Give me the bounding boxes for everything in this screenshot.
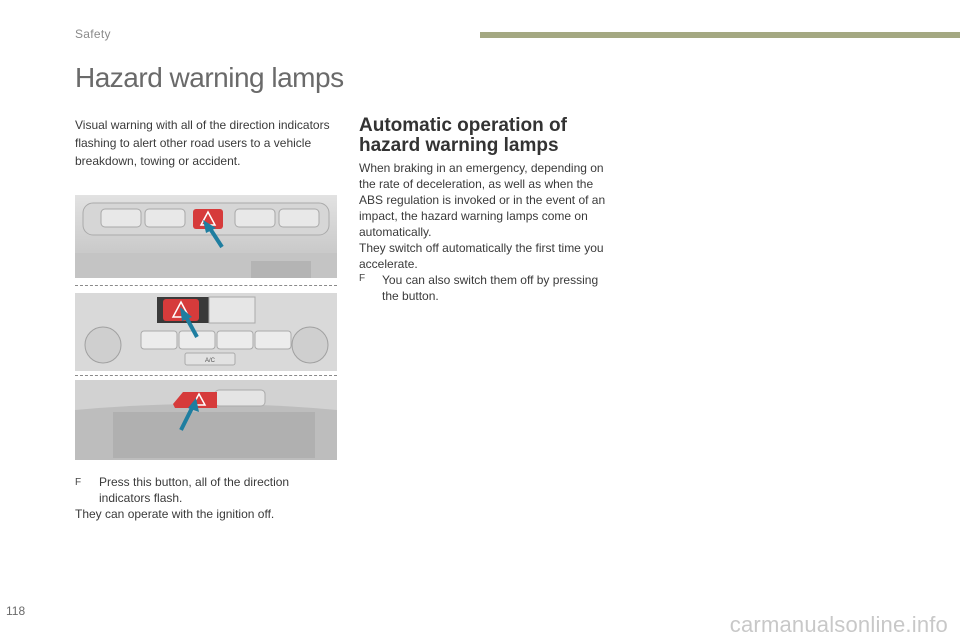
watermark: carmanualsonline.info — [729, 612, 948, 637]
intro-text: Visual warning with all of the direction indicators flashing to alert other road users to a vehicle breakdown, towing or accident. — [75, 118, 330, 168]
figure-dashboard-panel-2 — [75, 293, 337, 371]
press-button-text: Press this button, all of the direction indicators flash. — [99, 475, 290, 505]
section-heading-line2: hazard warning lamps — [359, 135, 559, 156]
page-number: 118 — [6, 604, 26, 618]
ignition-note: They can operate with the ignition off. — [75, 507, 275, 521]
header-accent-bar — [480, 32, 960, 38]
figure-dashboard-panel-1 — [75, 195, 337, 278]
press-instruction — [75, 474, 340, 522]
bullet-marker: F — [359, 273, 366, 284]
manual-switch-off-text: You can also switch them off by pressing the button. — [382, 273, 599, 303]
divider — [75, 375, 337, 376]
page-title: Hazard warning lamps — [75, 62, 344, 93]
section-heading-line1: Automatic operation of — [359, 115, 567, 136]
section-heading — [359, 116, 617, 156]
ac-label: A/C — [204, 358, 216, 364]
figure-dashboard-panel-3 — [75, 380, 337, 460]
bullet-marker: F — [75, 477, 82, 488]
divider — [75, 285, 337, 286]
automatic-body-text: When braking in an emergency, depending on the rate of deceleration, as well as when the ABS regulation is invoked or in the event of an impact, the hazard warning lamps come on automatically. — [359, 161, 606, 239]
automatic-operation-section — [359, 116, 617, 304]
section-label: Safety — [75, 27, 111, 41]
switch-off-text: They switch off automatically the first time you accelerate. — [359, 241, 604, 271]
